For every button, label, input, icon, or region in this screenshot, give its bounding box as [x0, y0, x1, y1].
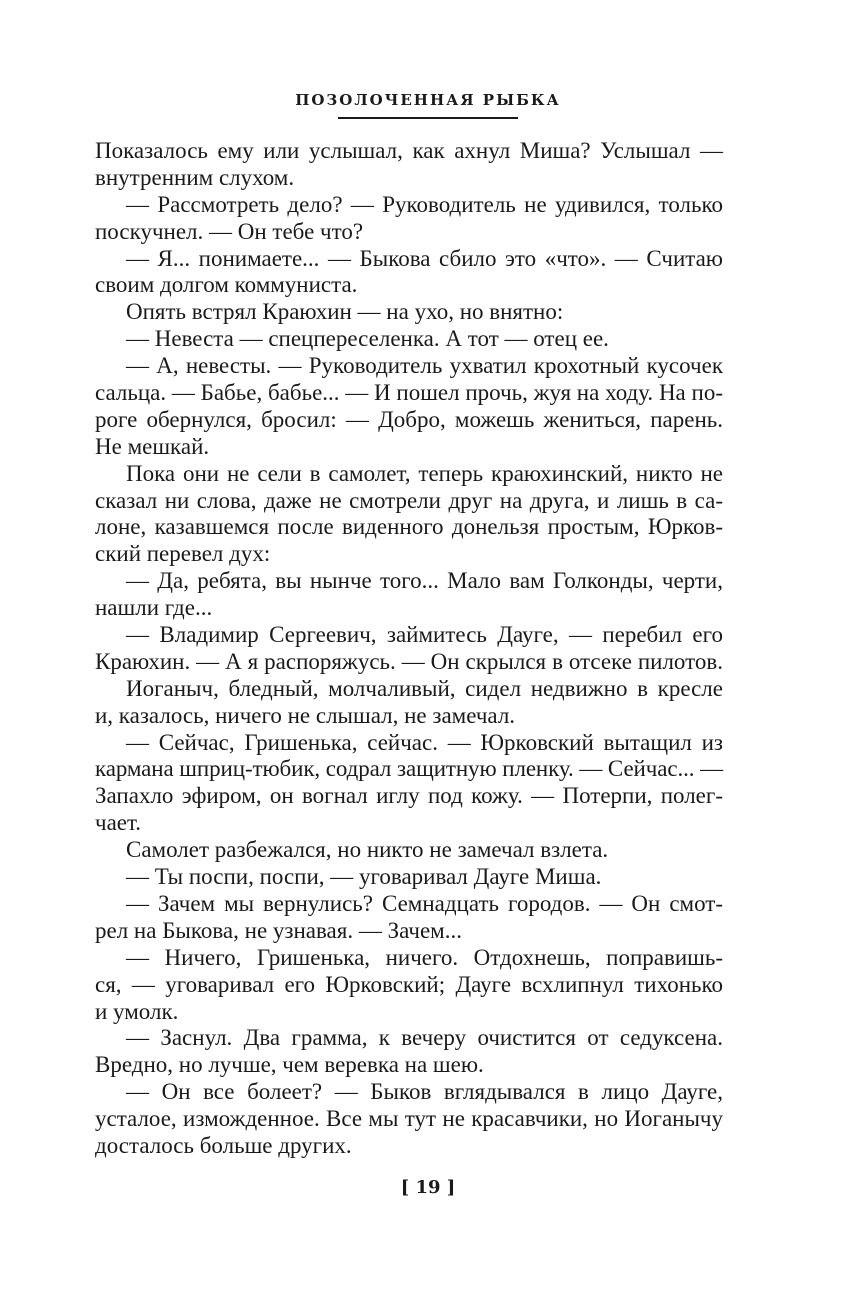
text-line: и умолк. [95, 998, 179, 1024]
text-line: роге обернулся, бросил: — Добро, можешь жениться, парень. [95, 406, 723, 432]
running-head: ПОЗОЛОЧЕННАЯ РЫБКА [295, 91, 561, 109]
text-line: Самолет разбежался, но никто не замечал взлета. [126, 837, 609, 863]
text-line: нашли где... [95, 595, 213, 621]
text-line: Вредно, но лучше, чем веревка на шею. [95, 1052, 484, 1078]
text-line: Показалось ему или услышал, как ахнул Миша? Услышал — [95, 138, 723, 163]
text-line: Иоганыч, бледный, молчаливый, сидел недвижно в кресле [126, 675, 723, 701]
text-line: лоне, казавшемся после виденного донельзя простым, Юрков- [95, 514, 723, 540]
text-line: Пока они не сели в самолет, теперь краюхинский, никто не [126, 460, 723, 486]
text-line: — Сейчас, Гришенька, сейчас. — Юрковский вытащил из [126, 729, 723, 755]
text-line: — Да, ребята, вы нынче того... Мало вам Голконды, черти, [126, 568, 723, 594]
text-line: ский перевел дух: [95, 541, 271, 567]
text-line: Краюхин. — А я распоряжусь. — Он скрылся в отсеке пилотов. [95, 648, 723, 674]
page-number: [ 19 ] [400, 1177, 456, 1198]
text-line: — Заснул. Два грамма, к вечеру очистится от седуксена. [126, 1025, 723, 1051]
running-head-rule [338, 117, 518, 119]
text-line: — Я... понимаете... — Быкова сбило это «что». — Считаю [126, 245, 723, 271]
text-line: Запахло эфиром, он вогнал иглу под кожу. — Потерпи, полег- [95, 783, 723, 809]
text-line: — Рассмотреть дело? — Руководитель не удивился, только [126, 191, 723, 217]
text-line: Опять встрял Краюхин — на ухо, но внятно: [126, 299, 564, 325]
text-line: Не мешкай. [95, 433, 210, 459]
text-line: — Невеста — спецпереселенка. А тот — отец ее. [126, 326, 609, 352]
text-line: сказал ни слова, даже не смотрели друг на друга, и лишь в са- [95, 487, 723, 513]
text-line: — Ты поспи, поспи, — уговаривал Дауге Миша. [126, 864, 602, 890]
body-text [95, 138, 723, 1160]
text-line: кармана шприц-тюбик, содрал защитную пленку. — Сейчас... — [95, 756, 723, 782]
text-line: внутренним слухом. [95, 164, 295, 190]
text-line: — А, невесты. — Руководитель ухватил крохотный кусочек [126, 353, 723, 379]
text-line: чает. [95, 810, 142, 836]
text-line: рел на Быкова, не узнавая. — Зачем... [95, 917, 462, 943]
text-line: — Ничего, Гришенька, ничего. Отдохнешь, поправишь- [126, 944, 723, 970]
text-line: — Он все болеет? — Быков вглядывался в лицо Дауге, [126, 1079, 723, 1105]
text-line: своим долгом коммуниста. [95, 272, 358, 298]
text-line: — Зачем мы вернулись? Семнадцать городов. — Он смот- [126, 890, 723, 916]
text-line: — Владимир Сергеевич, займитесь Дауге, — перебил его [126, 622, 723, 648]
text-line: усталое, изможденное. Все мы тут не красавчики, но Иоганычу [95, 1106, 723, 1132]
text-line: досталось больше других. [95, 1132, 352, 1158]
text-line: поскучнел. — Он тебе что? [95, 218, 364, 244]
text-line: ся, — уговаривал его Юрковский; Дауге всхлипнул тихонько [95, 971, 723, 997]
text-line: и, казалось, ничего не слышал, не замечал. [95, 702, 516, 728]
text-line: сальца. — Бабье, бабье... — И пошел прочь, жуя на ходу. На по- [95, 380, 723, 406]
